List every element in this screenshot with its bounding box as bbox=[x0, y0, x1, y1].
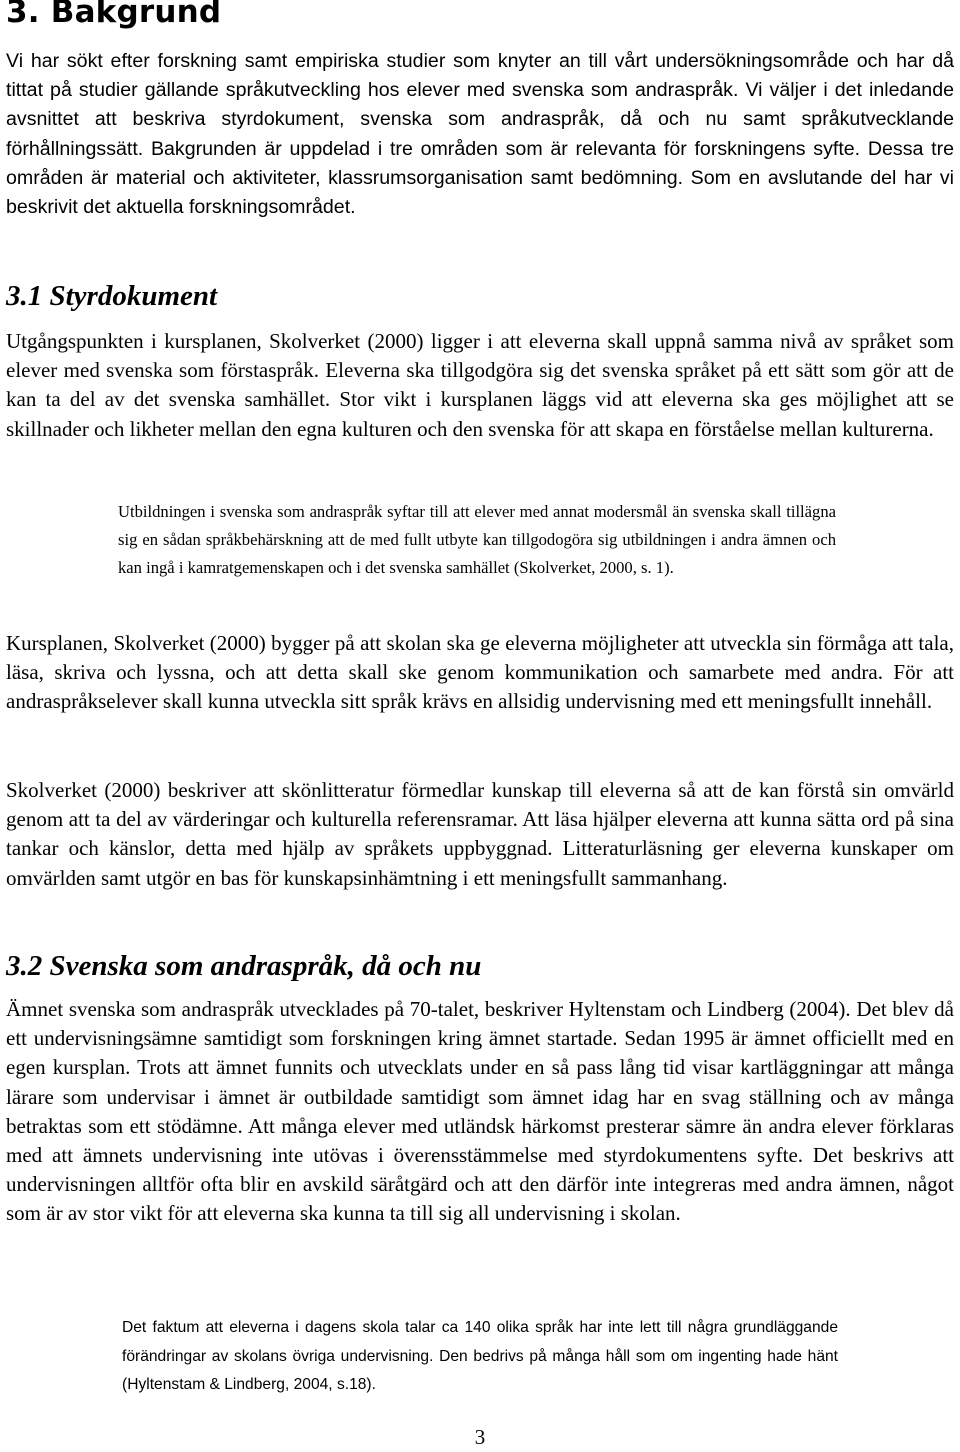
intro-paragraph: Vi har sökt efter forskning samt empiriska studier som knyter an till vårt undersökningsområde och har då tittat på studier gällande språkutveckling hos elever med svenska som andraspråk. Vi väljer i det inledande avsnittet att beskriva styrdokument, svenska som andraspråk, då och nu samt språkutvecklande förhållningssätt. Bakgrunden är uppdelad i tre områden som är relevanta för forskningens syfte. Dessa tre områden är material och aktiviteter, klassrumsorganisation samt bedömning. Som en avslutande del har vi beskrivit det aktuella forskningsområdet. bbox=[6, 50, 954, 219]
block-quote-hyltenstam-lindberg: Det faktum att eleverna i dagens skola talar ca 140 olika språk har inte lett till några grundläggande förändringar av skolans övriga undervisning. Den bedrivs på många håll som om ingenting hade hänt (Hyltenstam & Lindberg, 2004, s.18). bbox=[122, 1319, 838, 1394]
block-quote-kursplan: Utbildningen i svenska som andraspråk syftar till att elever med annat modersmål än svenska skall tillägna sig en sådan språkbehärskning att de med fullt utbyte kan tillgodogöra sig utbildningen i andra ämnen och kan ingå i kamratgemenskapen och i det svenska samhället (Skolverket, 2000, s. 1). bbox=[118, 502, 836, 577]
styrdokument-paragraph-3: Skolverket (2000) beskriver att skönlitteratur förmedlar kunskap till eleverna så att de kan förstå sin omvärld genom att ta del av värderingar och kulturella referensramar. Att läsa hjälper eleverna att kunna sätta ord på sina tankar och känslor, detta med hjälp av språkets uppbyggnad. Litteraturläsning ger eleverna kunskaper om omvärlden samt utgör en bas för kunskapsinhämtning i ett meningsfullt sammanhang. bbox=[6, 778, 954, 890]
section-heading: 3. Bakgrund bbox=[6, 0, 222, 30]
styrdokument-paragraph-2: Kursplanen, Skolverket (2000) bygger på att skolan ska ge eleverna möjligheter att utveckla sin förmåga att tala, läsa, skriva och lyssna, och att detta skall ske genom kommunikation och samarbete med andra. För att andraspråkselever skall kunna utveckla sitt språk krävs en allsidig undervisning med ett meningsfullt innehåll. bbox=[6, 631, 954, 714]
subsection-heading-styrdokument: 3.1 Styrdokument bbox=[6, 280, 218, 312]
andrasprak-paragraph-1: Ämnet svenska som andraspråk utvecklades på 70-talet, beskriver Hyltenstam och Lindberg (2004). Det blev då ett undervisningsämne samtidigt som forskningen kring ämnet startade. Sedan 1995 är ämnet officiellt med en egen kursplan. Trots att ämnet funnits och utvecklats under en så pass lång tid visar kartläggningar att många lärare som undervisar i ämnet är outbildade samtidigt som ämnet idag har en svag ställning och av många betraktas som ett stödämne. Att många elever med utländsk härkomst presterar sämre än andra elever förklaras med att ämnets undervisning inte utövas i överensstämmelse med styrdokumentens syfte. Det beskrivs att undervisningen alltför ofta blir en avskild säråtgärd och att den därför inte integreras med andra ämnen, något som är av stor vikt för att eleverna ska kunna ta till sig all undervisning i skolan. bbox=[6, 997, 954, 1226]
subsection-heading-svenska-som-andrasprak: 3.2 Svenska som andraspråk, då och nu bbox=[6, 950, 482, 982]
page-number: 3 bbox=[474, 1425, 486, 1449]
styrdokument-paragraph-1: Utgångspunkten i kursplanen, Skolverket (2000) ligger i att eleverna skall uppnå samma nivå av språket som elever med svenska som förstaspråk. Eleverna ska tillgodgöra sig det svenska språket på ett sätt som gör att de kan ta del av det svenska samhället. Stor vikt i kursplanen läggs vid att eleverna ska ges möjlighet att se skillnader och likheter mellan den egna kulturen och den svenska för att skapa en förståelse mellan kulturerna. bbox=[6, 329, 954, 441]
